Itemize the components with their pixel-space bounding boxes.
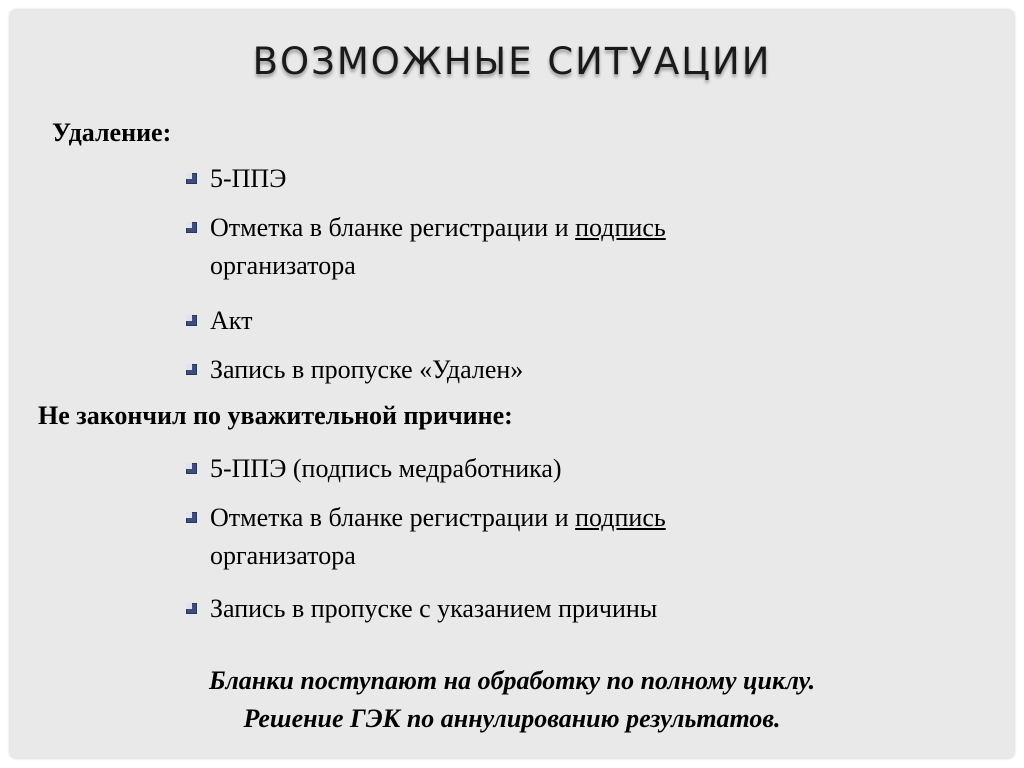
underlined-word: подпись <box>575 503 666 532</box>
list-item: Отметка в бланке регистрации и подпись организатора <box>186 209 836 285</box>
section-heading-removal: Удаление: <box>52 118 172 147</box>
slide-title: ВОЗМОЖНЫЕ СИТУАЦИИ <box>252 40 772 83</box>
note-line-2: Решение ГЭК по аннулированию результатов. <box>243 704 781 733</box>
list-item: 5-ППЭ (подпись медработника) <box>186 450 836 488</box>
square-bullet-icon <box>186 222 198 234</box>
square-bullet-icon <box>186 364 198 376</box>
list-item: 5-ППЭ <box>186 160 836 198</box>
section-heading-valid-reason: Не закончил по уважительной причине: <box>38 401 513 430</box>
underlined-word: подпись <box>575 213 666 242</box>
list-item: Запись в пропуске с указанием причины <box>186 590 836 628</box>
square-bullet-icon <box>186 463 198 475</box>
square-bullet-icon <box>186 315 198 327</box>
square-bullet-icon <box>186 512 198 524</box>
square-bullet-icon <box>186 603 198 615</box>
list-item: Запись в пропуске «Удален» <box>186 351 836 389</box>
slide <box>10 10 1014 758</box>
note-block <box>10 662 1014 738</box>
note-line-1: Бланки поступают на обработку по полному циклу. <box>208 666 816 695</box>
list-item: Акт <box>186 302 836 340</box>
square-bullet-icon <box>186 173 198 185</box>
list-item: Отметка в бланке регистрации и подпись организатора <box>186 499 836 575</box>
